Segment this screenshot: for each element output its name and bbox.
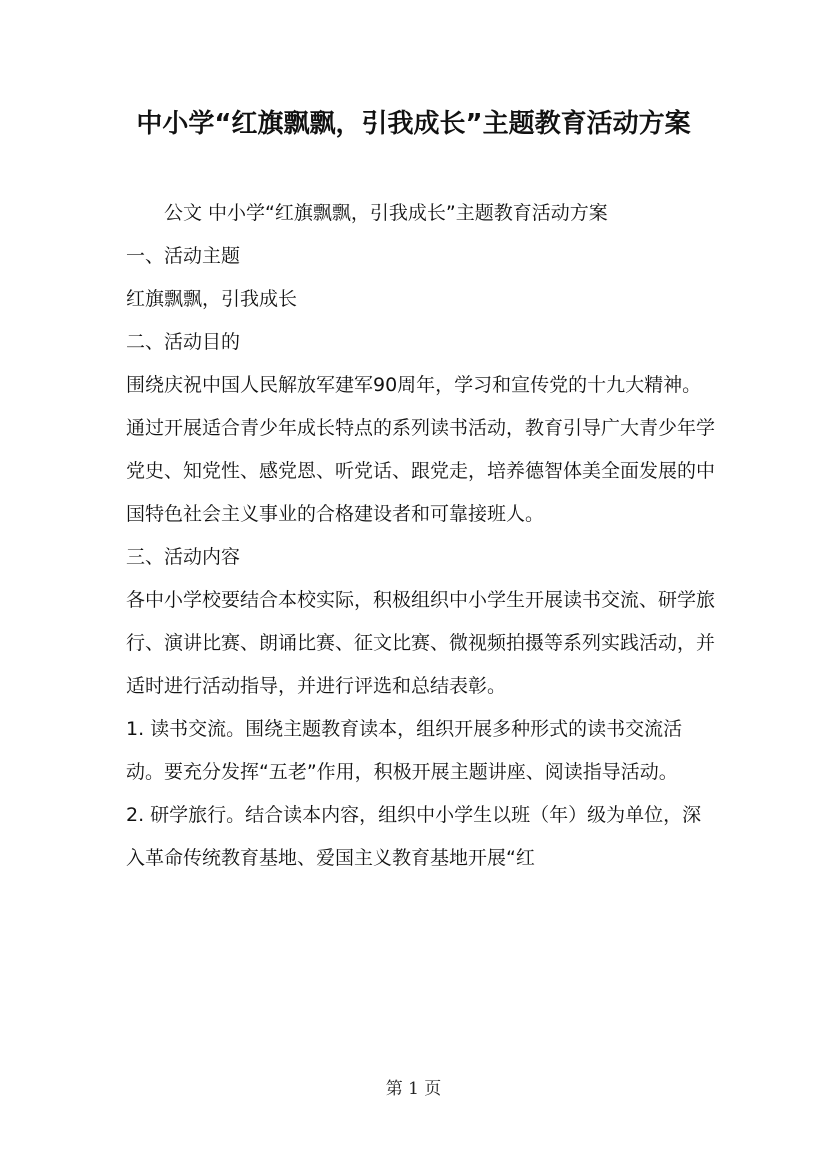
section-heading-purpose: 二、活动目的 xyxy=(126,331,241,353)
document-title: 中小学“红旗飘飘，引我成长”主题教育活动方案 xyxy=(136,109,691,139)
section-heading-content: 三、活动内容 xyxy=(126,546,241,568)
section-heading-theme: 一、活动主题 xyxy=(126,245,241,267)
item-study-travel: 2. 研学旅行。结合读本内容，组织中小学生以班（年）级为单位，深入革命传统教育基地、爱国主义教育基地开展“红 xyxy=(126,804,702,869)
document-body xyxy=(126,192,716,880)
purpose-paragraph: 围绕庆祝中国人民解放军建军90周年，学习和宣传党的十九大精神。通过开展适合青少年成长特点的系列读书活动，教育引导广大青少年学党史、知党性、感党恩、听党话、跟党走，培养德智体美全面发展的中国特色社会主义事业的合格建设者和可靠接班人。 xyxy=(126,374,716,525)
item-reading-exchange: 1. 读书交流。围绕主题教育读本，组织开展多种形式的读书交流活动。要充分发挥“五老”作用，积极开展主题讲座、阅读指导活动。 xyxy=(126,718,683,783)
doc-subtitle-line: 公文 中小学“红旗飘飘，引我成长”主题教育活动方案 xyxy=(164,202,608,224)
content-paragraph: 各中小学校要结合本校实际，积极组织中小学生开展读书交流、研学旅行、演讲比赛、朗诵比赛、征文比赛、微视频拍摄等系列实践活动，并适时进行活动指导，并进行评选和总结表彰。 xyxy=(126,589,716,697)
page-number: 第 1 页 xyxy=(385,1079,442,1099)
theme-text: 红旗飘飘，引我成长 xyxy=(126,288,298,310)
